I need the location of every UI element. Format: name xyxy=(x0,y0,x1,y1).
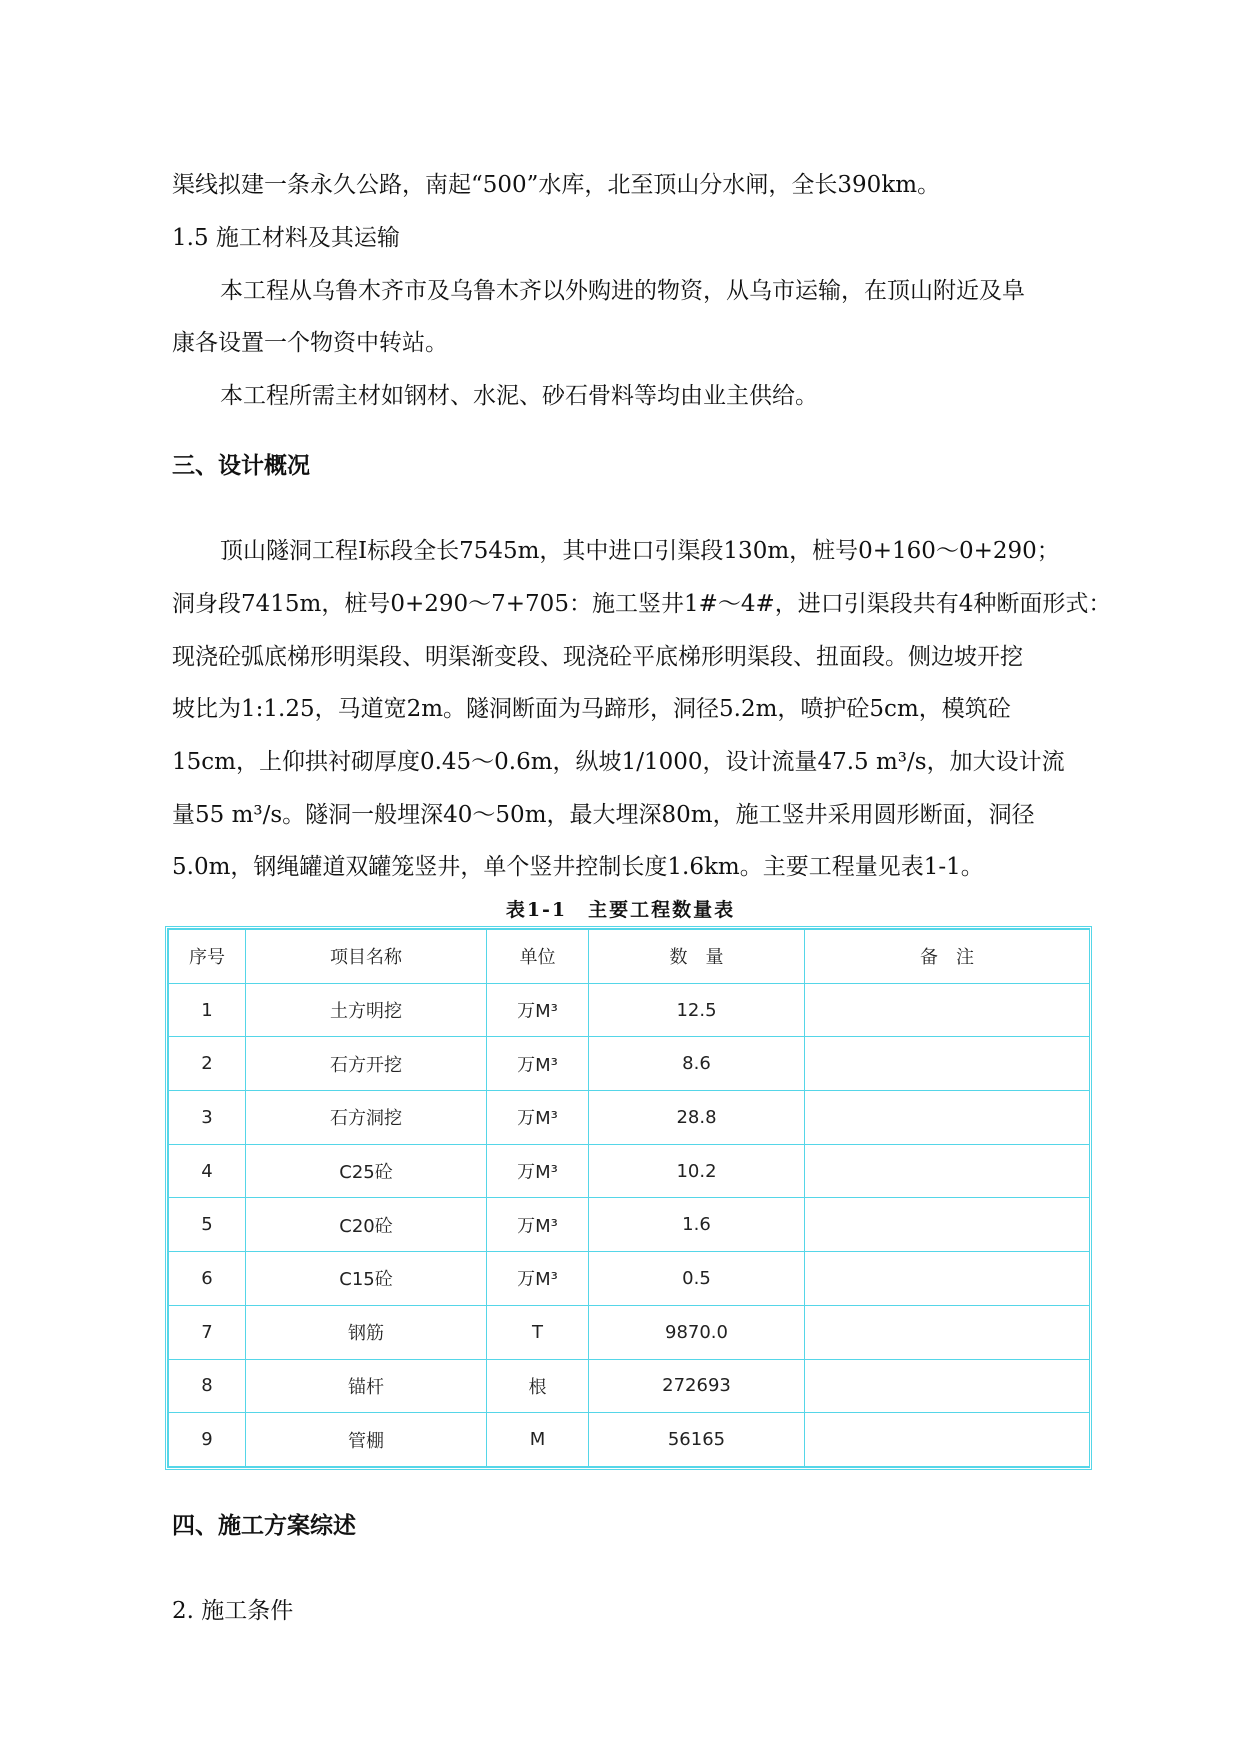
table-row xyxy=(169,1413,1090,1467)
cell-index: 9 xyxy=(169,1413,246,1467)
cell-index: 3 xyxy=(169,1091,246,1145)
cell-unit: M xyxy=(487,1413,589,1467)
cell-remarks xyxy=(805,1413,1090,1467)
cell-item: C25砼 xyxy=(246,1144,487,1198)
cell-remarks xyxy=(805,1037,1090,1091)
header-cell-quantity: 数 量 xyxy=(589,930,805,984)
header-cell-unit: 单位 xyxy=(487,930,589,984)
cell-index: 5 xyxy=(169,1198,246,1252)
cell-item: 土方明挖 xyxy=(246,983,487,1037)
cell-index: 8 xyxy=(169,1359,246,1413)
cell-quantity: 272693 xyxy=(589,1359,805,1413)
cell-item: 锚杆 xyxy=(246,1359,487,1413)
cell-quantity: 56165 xyxy=(589,1413,805,1467)
cell-quantity: 9870.0 xyxy=(589,1305,805,1359)
cell-remarks xyxy=(805,1091,1090,1145)
cell-index: 7 xyxy=(169,1305,246,1359)
cell-quantity: 8.6 xyxy=(589,1037,805,1091)
paragraph-materials-line1: 本工程从乌鲁木齐市及乌鲁木齐以外购进的物资，从乌市运输，在顶山附近及阜 xyxy=(220,278,1025,304)
cell-unit: T xyxy=(487,1305,589,1359)
paragraph-materials-line2: 康各设置一个物资中转站。 xyxy=(172,330,448,356)
cell-remarks xyxy=(805,983,1090,1037)
table-row xyxy=(169,1144,1090,1198)
design-line-2: 洞身段7415m，桩号0+290～7+705：施工竖井1#～4#，进口引渠段共有4种断面形式： xyxy=(172,591,1112,617)
cell-index: 6 xyxy=(169,1252,246,1306)
cell-remarks xyxy=(805,1198,1090,1252)
cell-quantity: 12.5 xyxy=(589,983,805,1037)
header-cell-item: 项目名称 xyxy=(246,930,487,984)
design-line-4: 坡比为1:1.25，马道宽2m。隧洞断面为马蹄形，洞径5.2m，喷护砼5cm，模筑砼 xyxy=(172,696,1011,722)
cell-item: C20砼 xyxy=(246,1198,487,1252)
paragraph-road: 渠线拟建一条永久公路，南起“500”水库，北至顶山分水闸，全长390km。 xyxy=(172,172,941,198)
cell-item: 石方开挖 xyxy=(246,1037,487,1091)
cell-index: 1 xyxy=(169,983,246,1037)
header-cell-remarks: 备 注 xyxy=(805,930,1090,984)
cell-remarks xyxy=(805,1252,1090,1306)
cell-unit: 万M³ xyxy=(487,1037,589,1091)
cell-unit: 万M³ xyxy=(487,1198,589,1252)
section-1-5-title: 1.5 施工材料及其运输 xyxy=(172,225,400,251)
cell-unit: 万M³ xyxy=(487,1144,589,1198)
cell-unit: 万M³ xyxy=(487,983,589,1037)
design-line-5: 15cm，上仰拱衬砌厚度0.45～0.6m，纵坡1/1000，设计流量47.5 m³/s，加大设计流 xyxy=(172,749,1065,775)
cell-index: 4 xyxy=(169,1144,246,1198)
cell-unit: 万M³ xyxy=(487,1252,589,1306)
design-line-3: 现浇砼弧底梯形明渠段、明渠渐变段、现浇砼平底梯形明渠段、扭面段。侧边坡开挖 xyxy=(172,644,1023,670)
subsection-2-title: 2. 施工条件 xyxy=(172,1598,294,1624)
section-3-heading: 三、设计概况 xyxy=(172,453,310,479)
design-line-7: 5.0m，钢绳罐道双罐笼竖井，单个竖井控制长度1.6km。主要工程量见表1-1。 xyxy=(172,854,984,880)
cell-quantity: 28.8 xyxy=(589,1091,805,1145)
design-line-1: 顶山隧洞工程Ⅰ标段全长7545m，其中进口引渠段130m，桩号0+160～0+290； xyxy=(220,538,1060,564)
cell-item: 管棚 xyxy=(246,1413,487,1467)
table-row xyxy=(169,983,1090,1037)
header-cell-index: 序号 xyxy=(169,930,246,984)
cell-quantity: 10.2 xyxy=(589,1144,805,1198)
cell-unit: 根 xyxy=(487,1359,589,1413)
cell-item: C15砼 xyxy=(246,1252,487,1306)
cell-unit: 万M³ xyxy=(487,1091,589,1145)
table-row xyxy=(169,1305,1090,1359)
table-row xyxy=(169,1091,1090,1145)
design-line-6: 量55 m³/s。隧洞一般埋深40～50m，最大埋深80m，施工竖井采用圆形断面，洞径 xyxy=(172,802,1035,828)
cell-quantity: 0.5 xyxy=(589,1252,805,1306)
section-4-heading: 四、施工方案综述 xyxy=(172,1513,356,1539)
cell-quantity: 1.6 xyxy=(589,1198,805,1252)
table-row xyxy=(169,1252,1090,1306)
cell-index: 2 xyxy=(169,1037,246,1091)
table-row xyxy=(169,1359,1090,1413)
cell-item: 石方洞挖 xyxy=(246,1091,487,1145)
table-header-row xyxy=(169,930,1090,984)
cell-remarks xyxy=(805,1305,1090,1359)
table-row xyxy=(169,1198,1090,1252)
quantities-table xyxy=(165,926,1092,1470)
cell-remarks xyxy=(805,1144,1090,1198)
table-row xyxy=(169,1037,1090,1091)
table-caption: 表1-1 主要工程数量表 xyxy=(505,899,736,921)
paragraph-supply: 本工程所需主材如钢材、水泥、砂石骨料等均由业主供给。 xyxy=(220,383,818,409)
cell-remarks xyxy=(805,1359,1090,1413)
cell-item: 钢筋 xyxy=(246,1305,487,1359)
